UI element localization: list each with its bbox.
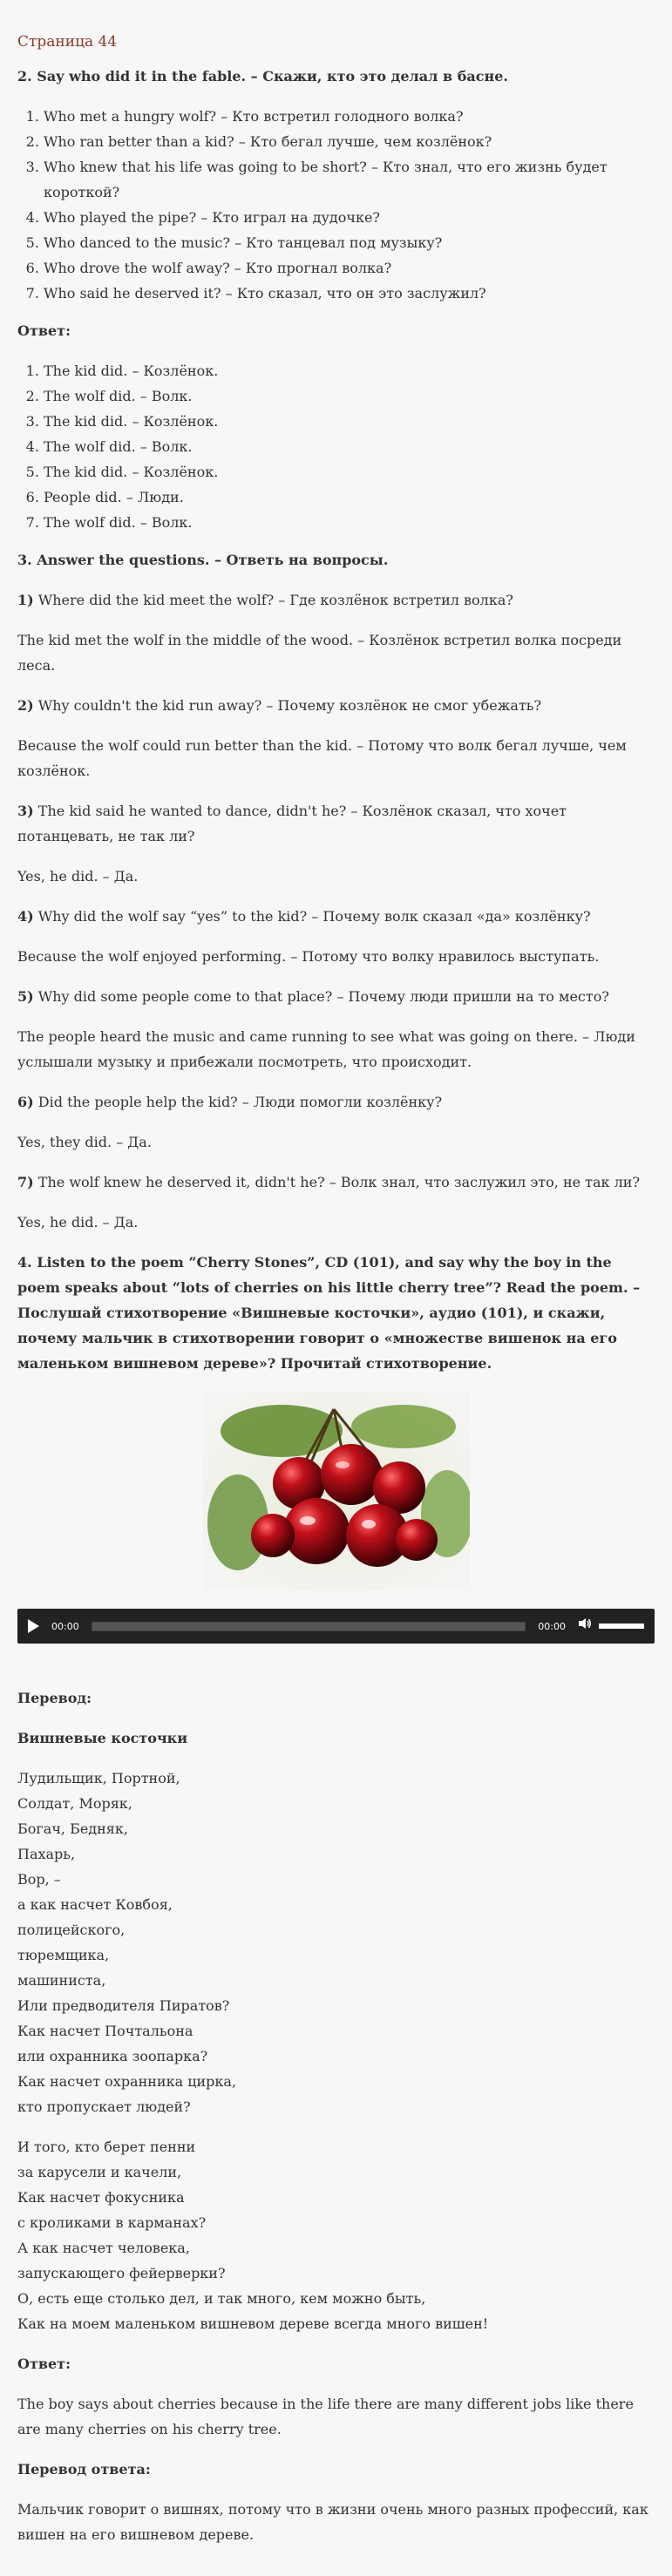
list-item: 3. Who knew that his life was going to be short? – Кто знал, что его жизнь будет короткой? xyxy=(44,154,655,205)
poem-line: с кроликами в карманах? xyxy=(17,2214,207,2231)
question-number: 1) xyxy=(17,592,34,608)
poem-line: а как насчет Ковбоя, xyxy=(17,1896,173,1913)
task3-question xyxy=(17,798,655,849)
task3-answer: The people heard the music and came running to see what was going on there. – Люди услышали музыку и прибежали посмотреть, что происходит. xyxy=(17,1028,635,1070)
poem-line: О, есть еще столько дел, и так много, кем можно быть, xyxy=(17,2290,426,2307)
question-number: 4) xyxy=(17,908,34,925)
task4-heading: 4. Listen to the poem “Cherry Stones”, CD (101), and say why the boy in the poem speaks about “lots of cherries on his little cherry tree”? Read the poem. – Послушай стихотворение «Вишневые косточки», аудио (101), и скажи, почему мальчик в стихотворении говорит о «множестве вишенок на его маленьком вишневом дереве»? Прочитай стихотворение. xyxy=(17,1254,641,1372)
task3-heading: 3. Answer the questions. – Ответь на вопросы. xyxy=(17,552,389,568)
list-item: 7. Who said he deserved it? – Кто сказал, что он это заслужил? xyxy=(44,281,655,306)
task2-answer-list xyxy=(17,358,655,535)
poem-stanza xyxy=(17,1766,655,2119)
task3-answer: Yes, he did. – Да. xyxy=(17,1214,139,1230)
list-item: 4. The wolf did. – Волк. xyxy=(44,434,655,459)
answer-text: The boy says about cherries because in the life there are many different jobs like there are many cherries on his cherry tree. xyxy=(17,2396,634,2437)
cherries-image xyxy=(203,1392,470,1590)
question-number: 5) xyxy=(17,988,34,1005)
question-text: Why did the wolf say “yes” to the kid? – Почему волк сказал «да» козлёнку? xyxy=(37,908,591,925)
poem-line: Лудильщик, Портной, xyxy=(17,1770,180,1786)
question-number: 3) xyxy=(17,803,34,819)
task3-question xyxy=(17,984,655,1009)
list-item: 5. Who danced to the music? – Кто танцевал под музыку? xyxy=(44,230,655,255)
task3-answer: Yes, they did. – Да. xyxy=(17,1134,152,1150)
list-item: 1. The kid did. – Козлёнок. xyxy=(44,358,655,383)
poem-line: полицейского, xyxy=(17,1922,126,1938)
image-container xyxy=(17,1392,655,1590)
translation-label: Перевод: xyxy=(17,1690,92,1706)
question-text: The wolf knew he deserved it, didn't he? – Волк знал, что заслужил это, не так ли? xyxy=(37,1174,641,1190)
question-number: 7) xyxy=(17,1174,34,1190)
poem-line: Как насчет Почтальона xyxy=(17,2023,193,2039)
poem-line: Вор, – xyxy=(17,1871,61,1888)
question-text: Why did some people come to that place? – Почему люди пришли на то место? xyxy=(37,988,609,1005)
poem-title: Вишневые косточки xyxy=(17,1730,188,1746)
task3-answer: Because the wolf could run better than the kid. – Потому что волк бегал лучше, чем козлёнок. xyxy=(17,737,627,779)
question-text: Where did the kid meet the wolf? – Где козлёнок встретил волка? xyxy=(37,592,513,608)
list-item: 6. Who drove the wolf away? – Кто прогнал волка? xyxy=(44,255,655,281)
question-text: Did the people help the kid? – Люди помогли козлёнку? xyxy=(37,1094,443,1110)
list-item: 4. Who played the pipe? – Кто играл на дудочке? xyxy=(44,205,655,230)
question-text: Why couldn't the kid run away? – Почему козлёнок не смог убежать? xyxy=(37,697,542,714)
poem-line: Как насчет фокусника xyxy=(17,2189,185,2206)
list-item: 3. The kid did. – Козлёнок. xyxy=(44,409,655,434)
poem-line: Как на моем маленьком вишневом дереве всегда много вишен! xyxy=(17,2315,489,2332)
list-item: 2. The wolf did. – Волк. xyxy=(44,383,655,409)
question-number: 6) xyxy=(17,1094,34,1110)
poem-line: Богач, Бедняк, xyxy=(17,1820,128,1837)
answer-translation-label: Перевод ответа: xyxy=(17,2461,151,2478)
poem-line: Или предводителя Пиратов? xyxy=(17,1997,230,2014)
poem-line: запускающего фейерверки? xyxy=(17,2265,226,2281)
task2-heading: 2. Say who did it in the fable. – Скажи, кто это делал в басне. xyxy=(17,68,508,85)
poem-line: А как насчет человека, xyxy=(17,2240,190,2256)
list-item: 6. People did. – Люди. xyxy=(44,485,655,510)
task3-answer: Because the wolf enjoyed performing. – Потому что волку нравилось выступать. xyxy=(17,948,600,965)
question-text: The kid said he wanted to dance, didn't he? – Козлёнок сказал, что хочет потанцевать, не так ли? xyxy=(17,803,567,844)
poem-line: Как насчет охранника цирка, xyxy=(17,2073,237,2090)
volume-icon[interactable] xyxy=(578,1614,592,1639)
task2-question-list xyxy=(17,104,655,306)
poem-line: или охранника зоопарка? xyxy=(17,2048,208,2064)
poem-line: за карусели и качели, xyxy=(17,2164,182,2180)
poem xyxy=(17,1766,655,2336)
list-item: 2. Who ran better than a kid? – Кто бегал лучше, чем козлёнок? xyxy=(44,129,655,154)
task3-question xyxy=(17,1169,655,1195)
current-time: 00:00 xyxy=(51,1620,79,1632)
task3-answer: Yes, he did. – Да. xyxy=(17,868,139,885)
task3-question xyxy=(17,587,655,613)
list-item: 5. The kid did. – Козлёнок. xyxy=(44,459,655,485)
poem-line: И того, кто берет пенни xyxy=(17,2139,196,2155)
audio-progress-bar[interactable] xyxy=(92,1622,526,1631)
task3-question xyxy=(17,904,655,929)
task3-question xyxy=(17,1089,655,1115)
task3-question xyxy=(17,693,655,718)
question-number: 2) xyxy=(17,697,34,714)
task3-answer: The kid met the wolf in the middle of the wood. – Козлёнок встретил волка посреди леса. xyxy=(17,632,622,674)
list-item: 7. The wolf did. – Волк. xyxy=(44,510,655,535)
poem-line: тюремщика, xyxy=(17,1947,110,1963)
list-item: 1. Who met a hungry wolf? – Кто встретил голодного волка? xyxy=(44,104,655,129)
duration-time: 00:00 xyxy=(538,1620,566,1632)
speaker-icon xyxy=(578,1617,592,1630)
volume-slider[interactable] xyxy=(599,1624,644,1629)
poem-line: машиниста, xyxy=(17,1972,106,1989)
cherries-illustration xyxy=(203,1392,470,1590)
poem-line: кто пропускает людей? xyxy=(17,2098,191,2115)
poem-stanza xyxy=(17,2134,655,2336)
play-icon[interactable] xyxy=(28,1619,39,1633)
answer-translation-text: Мальчик говорит о вишнях, потому что в жизни очень много разных профессий, как вишен на его вишневом дереве. xyxy=(17,2501,648,2543)
poem-line: Пахарь, xyxy=(17,1846,76,1862)
audio-player xyxy=(17,1609,655,1644)
page-link[interactable]: Страница 44 xyxy=(17,33,118,51)
answer-label: Ответ: xyxy=(17,2356,71,2372)
poem-line: Солдат, Моряк, xyxy=(17,1795,132,1812)
task2-answer-label: Ответ: xyxy=(17,322,71,339)
